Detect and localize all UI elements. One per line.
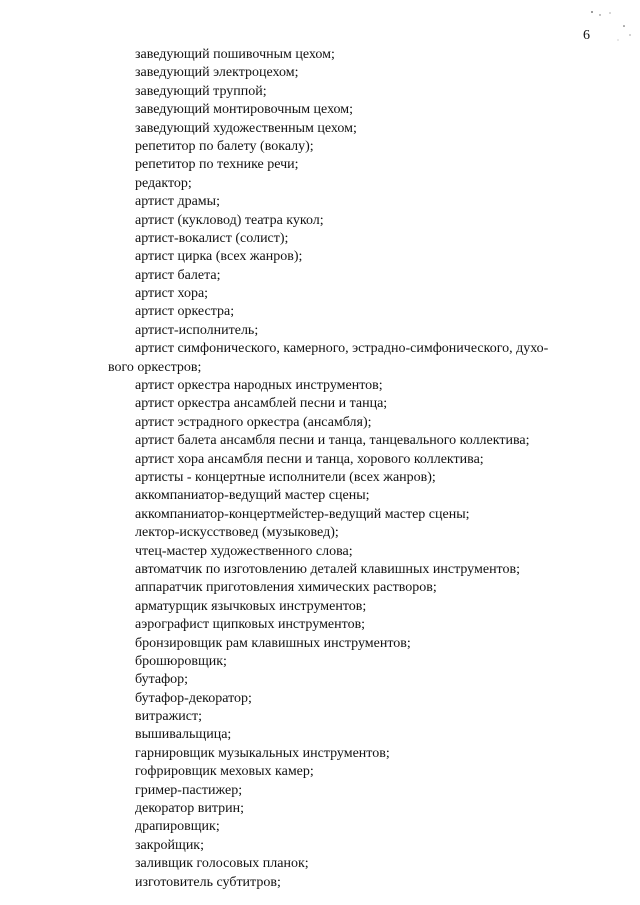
list-line: артист балета; [135, 267, 221, 283]
page-number: 6 [583, 28, 590, 43]
list-line: артист оркестра; [135, 304, 235, 320]
list-line: драпировщик; [135, 819, 220, 835]
list-line: артист-исполнитель; [135, 322, 259, 338]
list-line: аккомпаниатор-концертмейстер-ведущий мастер сцены; [135, 506, 470, 522]
list-line: артист балета ансамбля песни и танца, танцевального коллектива; [135, 433, 530, 449]
list-line: артист симфонического, камерного, эстрадно-симфонического, духо- [135, 341, 549, 357]
list-line: заведующий пошивочным цехом; [135, 47, 335, 62]
scan-specks [586, 8, 636, 48]
list-line: лектор-искусствовед (музыковед); [135, 525, 339, 541]
list-line: декоратор витрин; [135, 801, 244, 817]
list-line: редактор; [135, 175, 192, 191]
list-line: артисты - концертные исполнители (всех жанров); [135, 469, 436, 485]
list-line: артист драмы; [135, 194, 220, 210]
list-line: гример-пастижер; [135, 782, 243, 798]
list-line: гофрировщик меховых камер; [135, 764, 314, 780]
occupation-list [108, 46, 608, 892]
list-line: вышивальщица; [135, 727, 232, 743]
list-line: артист оркестра народных инструментов; [135, 378, 383, 394]
list-line: автоматчик по изготовлению деталей клавишных инструментов; [135, 561, 520, 577]
list-line: артист хора ансамбля песни и танца, хорового коллектива; [135, 451, 484, 467]
list-line: аэрографист щипковых инструментов; [135, 617, 366, 633]
list-line: заведующий монтировочным цехом; [135, 102, 354, 118]
list-line: артист оркестра ансамблей песни и танца; [135, 396, 388, 412]
list-line: репетитор по балету (вокалу); [135, 138, 314, 154]
list-line: изготовитель субтитров; [135, 874, 281, 890]
list-line: артист-вокалист (солист); [135, 230, 289, 246]
list-line: артист хора; [135, 286, 209, 302]
list-line: закройщик; [135, 837, 205, 853]
list-line: брошюровщик; [135, 653, 227, 669]
list-line: заливщик голосовых планок; [135, 856, 309, 872]
list-line: аккомпаниатор-ведущий мастер сцены; [135, 488, 370, 504]
list-line: артист эстрадного оркестра (ансамбля); [135, 414, 372, 430]
list-line: бутафор-декоратор; [135, 690, 252, 706]
list-line: артист (кукловод) театра кукол; [135, 212, 324, 228]
list-line: репетитор по технике речи; [135, 157, 299, 173]
list-line: заведующий труппой; [135, 83, 267, 99]
list-line: бронзировщик рам клавишных инструментов; [135, 635, 411, 651]
list-line-continuation: вого оркестров; [108, 359, 202, 375]
list-line: чтец-мастер художественного слова; [135, 543, 353, 559]
list-line: аппаратчик приготовления химических растворов; [135, 580, 437, 596]
list-line: бутафор; [135, 672, 189, 688]
list-line: заведующий художественным цехом; [135, 120, 357, 136]
list-line: артист цирка (всех жанров); [135, 249, 303, 265]
list-line: гарнировщик музыкальных инструментов; [135, 745, 390, 761]
list-line: витражист; [135, 709, 202, 725]
list-line: заведующий электроцехом; [135, 65, 299, 81]
list-line: арматурщик язычковых инструментов; [135, 598, 367, 614]
